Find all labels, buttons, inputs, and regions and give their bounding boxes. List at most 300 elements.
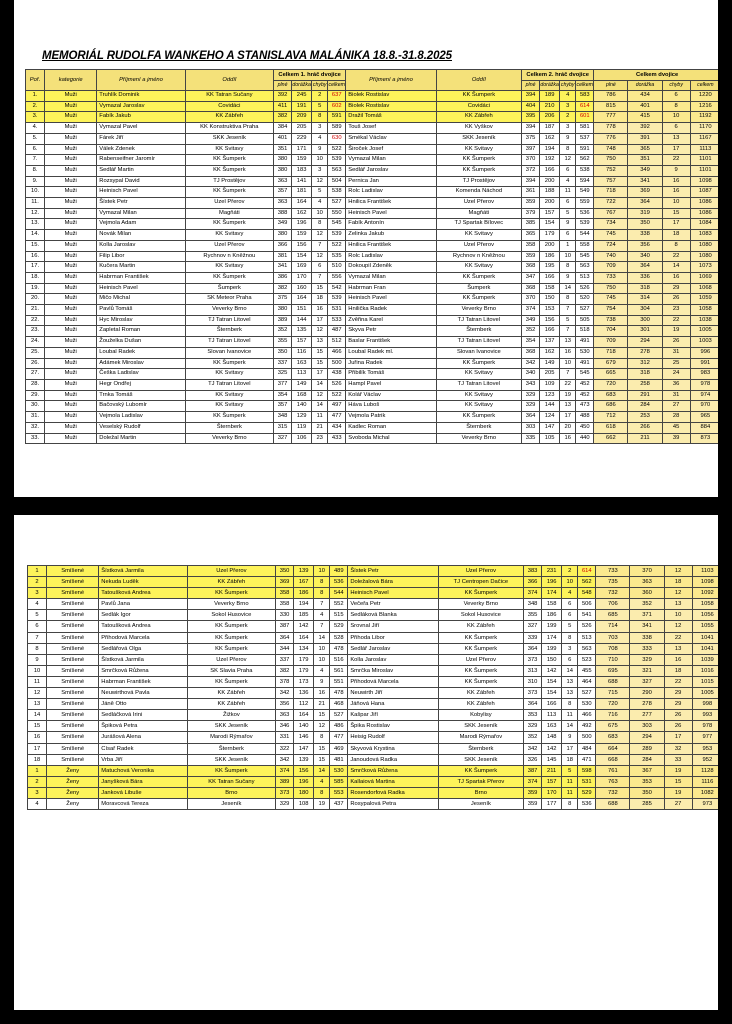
table-cell: 535 — [328, 251, 346, 262]
table-cell: 5 — [560, 208, 576, 219]
table-cell: Dokoupil Zdeněk — [346, 262, 436, 273]
table-cell: 500 — [578, 732, 596, 743]
table-cell: 1101 — [690, 165, 718, 176]
table-row — [26, 230, 719, 241]
table-cell: 732 — [596, 787, 630, 798]
table-cell: Přibilík Tomáš — [346, 369, 436, 380]
table-cell: 542 — [328, 283, 346, 294]
table-cell: 294 — [628, 337, 662, 348]
table-cell: 757 — [594, 176, 628, 187]
table-cell: 614 — [576, 101, 594, 112]
table-cell: 709 — [594, 337, 628, 348]
table-cell: 149 — [540, 358, 560, 369]
table-cell: 7 — [560, 326, 576, 337]
results-page-2 — [14, 515, 718, 1010]
table-cell: 11. — [26, 198, 45, 209]
table-cell: Muži — [45, 155, 97, 166]
table-cell: 484 — [578, 743, 596, 754]
table-cell: 15 — [312, 358, 328, 369]
table-cell: Baslar František — [346, 337, 436, 348]
table-cell: 5 — [560, 315, 576, 326]
table-cell: 10 — [314, 654, 330, 665]
table-cell: 33 — [664, 754, 692, 765]
table-cell: 2. — [26, 101, 45, 112]
table-cell: 166 — [540, 165, 560, 176]
table-cell: 387 — [276, 621, 294, 632]
table-row — [26, 112, 719, 123]
table-cell: 359 — [522, 198, 540, 209]
table-cell: 563 — [576, 262, 594, 273]
table-cell: KK Svitavy — [436, 262, 521, 273]
table-cell: 1082 — [692, 787, 718, 798]
table-cell: 16 — [560, 347, 576, 358]
table-cell: Šístek Petr — [97, 198, 185, 209]
table-cell: Muži — [45, 272, 97, 283]
table-cell: 364 — [524, 699, 542, 710]
table-cell: 341 — [630, 621, 664, 632]
table-row — [28, 676, 719, 687]
table-cell: Doležal Martin — [97, 433, 185, 444]
table-cell: 6 — [562, 654, 578, 665]
table-cell: 29. — [26, 390, 45, 401]
table-cell: KK Zábřeh — [438, 699, 523, 710]
table-cell: Loubal Radek — [97, 347, 185, 358]
table-cell: 373 — [524, 688, 542, 699]
table-cell: 4 — [28, 798, 47, 809]
table-cell: Smíšené — [47, 743, 99, 754]
table-cell: 3 — [560, 101, 576, 112]
table-cell: 186 — [542, 610, 562, 621]
table-cell: 145 — [542, 754, 562, 765]
table-row — [28, 710, 719, 721]
table-cell: 16 — [662, 187, 690, 198]
table-cell: Smíšené — [47, 676, 99, 687]
table-cell: 329 — [524, 721, 542, 732]
table-row — [26, 144, 719, 155]
table-cell: 12 — [312, 251, 328, 262]
table-cell: 526 — [576, 283, 594, 294]
table-cell: KK Zábřeh — [185, 112, 273, 123]
table-cell: 32 — [664, 743, 692, 754]
table-cell: 1 — [560, 240, 576, 251]
table-cell: 1058 — [692, 599, 718, 610]
table-cell: 19 — [560, 390, 576, 401]
table-cell: 157 — [540, 208, 560, 219]
table-cell: 720 — [594, 379, 628, 390]
table-cell: 313 — [524, 665, 542, 676]
table-cell: 973 — [692, 798, 718, 809]
table-cell: Smíšené — [47, 654, 99, 665]
table-cell: 715 — [596, 688, 630, 699]
table-cell: 164 — [294, 710, 314, 721]
table-cell: 22 — [662, 315, 690, 326]
table-cell: 594 — [576, 176, 594, 187]
table-cell: 13 — [562, 688, 578, 699]
table-cell: 712 — [594, 412, 628, 423]
table-cell: Večeřa Petr — [348, 599, 438, 610]
table-cell: 358 — [276, 599, 294, 610]
table-cell: 536 — [578, 798, 596, 809]
table-cell: 2 — [560, 112, 576, 123]
table-cell: 189 — [540, 91, 560, 102]
header-jmeno-1: Příjmení a jméno — [97, 70, 185, 91]
table-cell: Muži — [45, 198, 97, 209]
table-cell: 167 — [294, 577, 314, 588]
table-cell: 157 — [292, 337, 312, 348]
table-cell: 366 — [274, 240, 292, 251]
table-cell: Hegr Ondřej — [97, 379, 185, 390]
table-cell: 531 — [578, 776, 596, 787]
table-cell: Smíšené — [47, 643, 99, 654]
table-cell: 5. — [26, 133, 45, 144]
table-cell: Sedláčková Irini — [99, 710, 187, 721]
table-cell: KK Tatran Sučany — [185, 91, 273, 102]
table-cell: Heisig Rudolf — [348, 732, 438, 743]
table-cell: 342 — [276, 688, 294, 699]
table-row — [26, 294, 719, 305]
table-cell: Juřina Radek — [346, 358, 436, 369]
table-cell: Šístek Petr — [348, 566, 438, 577]
table-row — [28, 776, 719, 787]
table-cell: 477 — [330, 732, 348, 743]
table-row — [28, 577, 719, 588]
table-cell: Sokol Husovice — [438, 610, 523, 621]
table-cell: 9 — [662, 165, 690, 176]
table-cell: TJ Tatran Litovel — [185, 315, 273, 326]
table-cell: 2 — [312, 91, 328, 102]
table-cell: 7 — [560, 369, 576, 380]
table-cell: 709 — [594, 262, 628, 273]
table-cell: Rychnov n Kněžnou — [185, 251, 273, 262]
table-cell: 527 — [576, 305, 594, 316]
table-cell: 327 — [524, 621, 542, 632]
table-cell: 364 — [276, 632, 294, 643]
table-cell: Veverky Brno — [436, 305, 521, 316]
table-cell: 1056 — [692, 610, 718, 621]
table-cell: Muži — [45, 187, 97, 198]
table-cell: 151 — [292, 305, 312, 316]
table-cell: 11 — [312, 412, 328, 423]
table-cell: Muži — [45, 144, 97, 155]
table-cell: 1073 — [690, 262, 718, 273]
table-cell: 353 — [524, 710, 542, 721]
table-cell: Muži — [45, 208, 97, 219]
table-cell: 8 — [314, 787, 330, 798]
table-cell: 500 — [328, 358, 346, 369]
table-cell: 392 — [274, 91, 292, 102]
table-cell: Kolla Jaroslav — [348, 654, 438, 665]
table-cell: 14 — [560, 283, 576, 294]
table-cell: 1041 — [692, 643, 718, 654]
table-cell: 1086 — [690, 208, 718, 219]
table-cell: 558 — [576, 240, 594, 251]
table-cell: 351 — [628, 155, 662, 166]
table-cell: 750 — [594, 155, 628, 166]
header-plne: plné — [274, 81, 292, 91]
table-cell: 148 — [542, 732, 562, 743]
table-cell: Uzel Přerov — [185, 198, 273, 209]
table-cell: 1220 — [690, 91, 718, 102]
table-cell: 6 — [562, 599, 578, 610]
table-cell: Filip Libor — [97, 251, 185, 262]
table-cell: Vrba Jiří — [99, 754, 187, 765]
table-cell: 10 — [314, 566, 330, 577]
table-cell: 13 — [662, 133, 690, 144]
table-cell: Smíšené — [47, 699, 99, 710]
table-cell: 1. — [26, 91, 45, 102]
table-cell: 489 — [330, 566, 348, 577]
table-cell: 516 — [330, 654, 348, 665]
table-cell: 394 — [522, 91, 540, 102]
table-cell: 2 — [562, 566, 578, 577]
table-cell: Muži — [45, 358, 97, 369]
table-cell: 374 — [524, 776, 542, 787]
table-cell: SKK Jeseník — [187, 754, 275, 765]
table-cell: Vymazal Pavel — [97, 123, 185, 134]
table-cell: 199 — [542, 643, 562, 654]
table-cell: 333 — [630, 643, 664, 654]
table-cell: 284 — [628, 401, 662, 412]
table-cell: 146 — [294, 732, 314, 743]
table-cell: 8 — [662, 101, 690, 112]
table-cell: KK Svitavy — [185, 262, 273, 273]
table-cell: 385 — [522, 219, 540, 230]
table-cell: 536 — [330, 577, 348, 588]
table-cell: Sedlář Jaroslav — [346, 165, 436, 176]
table-cell: 162 — [540, 347, 560, 358]
table-cell: 3 — [312, 165, 328, 176]
table-cell: 4 — [314, 665, 330, 676]
table-cell: 1116 — [692, 776, 718, 787]
table-cell: 387 — [524, 765, 542, 776]
table-cell: 1170 — [690, 123, 718, 134]
table-cell: KK Šumperk — [185, 412, 273, 423]
table-cell: 9 — [312, 144, 328, 155]
table-cell: 523 — [578, 654, 596, 665]
table-cell: 9 — [560, 219, 576, 230]
table-cell: Sedlář Jaroslav — [348, 643, 438, 654]
header-plne: plné — [594, 81, 628, 91]
table-cell: KK Svitavy — [436, 390, 521, 401]
table-cell: 25. — [26, 347, 45, 358]
results-page-1 — [14, 0, 718, 497]
table-cell: 518 — [576, 326, 594, 337]
table-cell: 22 — [664, 632, 692, 643]
table-cell: Muži — [45, 251, 97, 262]
table-cell: Šternberk — [436, 422, 521, 433]
table-row — [26, 219, 719, 230]
table-cell: 366 — [524, 577, 542, 588]
table-cell: 284 — [630, 754, 664, 765]
table-cell: 529 — [578, 787, 596, 798]
table-cell: Češka Ladislav — [97, 369, 185, 380]
page-title: MEMORIÁL RUDOLFA WANKEHO A STANISLAVA MALÁNIKA 18.8.-31.8.2025 — [42, 50, 452, 62]
table-cell: 993 — [692, 710, 718, 721]
table-cell: 5 — [28, 610, 47, 621]
table-cell: 17 — [664, 732, 692, 743]
table-cell: 327 — [274, 433, 292, 444]
table-cell: 17 — [312, 369, 328, 380]
table-cell: 344 — [276, 643, 294, 654]
table-cell: 10 — [560, 251, 576, 262]
table-cell: 1084 — [690, 219, 718, 230]
table-cell: Žouželka Dušan — [97, 337, 185, 348]
table-cell: 112 — [294, 699, 314, 710]
table-cell: Kadlec Roman — [346, 422, 436, 433]
table-cell: 329 — [522, 401, 540, 412]
table-cell: 527 — [578, 688, 596, 699]
table-cell: 123 — [540, 390, 560, 401]
table-cell: 978 — [690, 379, 718, 390]
table-cell: 278 — [630, 699, 664, 710]
table-cell: 695 — [596, 665, 630, 676]
table-cell: Touš Josef — [346, 123, 436, 134]
table-cell: 12 — [560, 155, 576, 166]
table-cell: 754 — [594, 305, 628, 316]
table-cell: 1080 — [690, 251, 718, 262]
table-cell: 291 — [628, 390, 662, 401]
table-cell: Kučera Martin — [97, 262, 185, 273]
table-cell: 353 — [630, 776, 664, 787]
table-cell: Jeseník — [187, 798, 275, 809]
table-cell: 16 — [314, 688, 330, 699]
table-row — [26, 390, 719, 401]
table-cell: 338 — [628, 230, 662, 241]
table-row — [28, 743, 719, 754]
table-cell: 720 — [596, 699, 630, 710]
table-cell: 488 — [576, 412, 594, 423]
table-cell: KK Šumperk — [438, 665, 523, 676]
table-cell: 533 — [328, 315, 346, 326]
table-row — [26, 358, 719, 369]
table-cell: 124 — [540, 412, 560, 423]
table-cell: 953 — [692, 743, 718, 754]
table-cell: Tatoušková Andrea — [99, 621, 187, 632]
table-cell: 491 — [576, 358, 594, 369]
table-cell: SKK Jeseník — [187, 721, 275, 732]
table-body-men — [26, 91, 719, 444]
table-cell: 539 — [328, 230, 346, 241]
table-cell: 26 — [664, 721, 692, 732]
table-cell: 515 — [330, 610, 348, 621]
table-cell: 166 — [540, 272, 560, 283]
table-cell: 455 — [578, 665, 596, 676]
table-cell: 13 — [560, 401, 576, 412]
table-cell: 374 — [524, 588, 542, 599]
table-cell: 392 — [628, 123, 662, 134]
table-row — [28, 699, 719, 710]
table-cell: 349 — [522, 315, 540, 326]
table-cell: Smrčka Miroslav — [348, 665, 438, 676]
table-cell: 718 — [594, 187, 628, 198]
table-cell: 552 — [330, 599, 348, 610]
table-cell: Uzel Přerov — [187, 654, 275, 665]
table-row — [26, 347, 719, 358]
table-cell: Muži — [45, 112, 97, 123]
table-cell: 1167 — [690, 133, 718, 144]
table-cell: 1003 — [690, 337, 718, 348]
table-row — [28, 732, 719, 743]
table-cell: 343 — [522, 379, 540, 390]
table-cell: Muži — [45, 315, 97, 326]
table-cell: 539 — [576, 219, 594, 230]
table-cell: 359 — [524, 798, 542, 809]
table-cell: 364 — [628, 198, 662, 209]
table-row — [28, 798, 719, 809]
table-cell: 873 — [690, 433, 718, 444]
table-cell: 22. — [26, 315, 45, 326]
table-row — [26, 369, 719, 380]
table-cell: Muži — [45, 294, 97, 305]
table-cell: KK Šumperk — [187, 676, 275, 687]
table-cell: 368 — [522, 262, 540, 273]
table-cell: 28. — [26, 379, 45, 390]
table-cell: 965 — [690, 412, 718, 423]
table-cell: 536 — [576, 208, 594, 219]
table-cell: Smíšené — [47, 632, 99, 643]
table-cell: 354 — [522, 337, 540, 348]
table-cell: 11 — [560, 187, 576, 198]
table-cell: 1101 — [690, 155, 718, 166]
table-cell: TJ Tatran Litovel — [436, 379, 521, 390]
table-cell: 5 — [312, 101, 328, 112]
table-cell: 158 — [540, 283, 560, 294]
table-cell: Muži — [45, 219, 97, 230]
table-cell: 369 — [276, 577, 294, 588]
table-cell: Špika Rostislav — [348, 721, 438, 732]
table-cell: 1016 — [692, 665, 718, 676]
table-cell: 732 — [596, 588, 630, 599]
table-cell: 11 — [28, 676, 47, 687]
table-cell: 17 — [312, 315, 328, 326]
table-cell: 1015 — [692, 676, 718, 687]
table-cell: 17 — [662, 144, 690, 155]
table-cell: 6 — [662, 123, 690, 134]
table-cell: 10 — [312, 155, 328, 166]
table-cell: 140 — [294, 721, 314, 732]
table-cell: 522 — [328, 144, 346, 155]
table-cell: 1005 — [690, 326, 718, 337]
table-cell: Ženy — [47, 798, 99, 809]
table-cell: Mičo Michal — [97, 294, 185, 305]
table-cell: 149 — [292, 379, 312, 390]
table-cell: 1005 — [692, 688, 718, 699]
table-cell: 1092 — [692, 588, 718, 599]
table-cell: 704 — [594, 326, 628, 337]
table-row — [28, 665, 719, 676]
header-celkem: celkem — [576, 81, 594, 91]
table-cell: 26 — [662, 337, 690, 348]
table-cell: 714 — [596, 621, 630, 632]
table-cell: KK Šumperk — [185, 272, 273, 283]
table-cell: 22 — [662, 251, 690, 262]
table-cell: 18 — [28, 754, 47, 765]
table-cell: Vymazal Jaroslav — [97, 101, 185, 112]
table-cell: Veverky Brno — [185, 305, 273, 316]
table-row — [26, 412, 719, 423]
table-cell: 668 — [596, 754, 630, 765]
table-cell: 14. — [26, 230, 45, 241]
table-cell: 191 — [292, 101, 312, 112]
table-cell: 527 — [328, 198, 346, 209]
table-cell: 505 — [576, 315, 594, 326]
table-cell: Šternberk — [185, 422, 273, 433]
table-cell: 13 — [562, 676, 578, 687]
table-cell: 45 — [662, 422, 690, 433]
table-row — [28, 632, 719, 643]
table-cell: Sedláková Blanka — [348, 610, 438, 621]
table-cell: KK Šumperk — [187, 643, 275, 654]
